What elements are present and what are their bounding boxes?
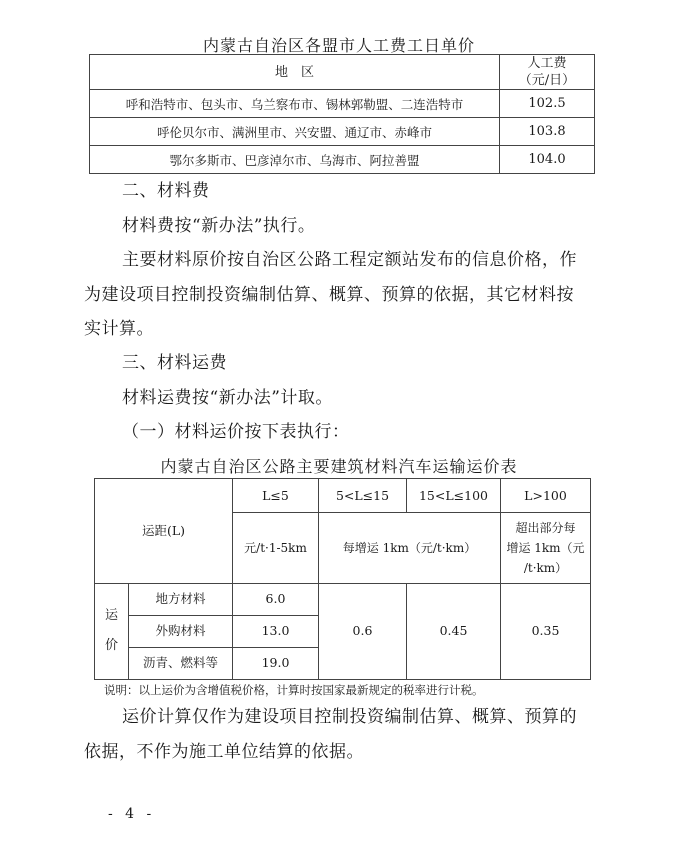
- section3-heading: 三、材料运费: [122, 353, 227, 373]
- table-row: [90, 90, 595, 118]
- freight-rate-table: [94, 478, 591, 680]
- table1-region-cell: 呼和浩特市、包头市、乌兰察布市、锡林郭勒盟、二连浩特市: [90, 90, 500, 118]
- table1-rate-cell: 102.5: [500, 90, 595, 118]
- section2-para2-line3: 实计算。: [84, 319, 154, 339]
- table2-col-header: L≤5: [233, 479, 319, 513]
- section2-para2-line1: 主要材料原价按自治区公路工程定额站发布的信息价格，作: [122, 250, 577, 270]
- table-row: [95, 583, 591, 615]
- table2-unit-increment: 每增运 1km（元/t·km）: [319, 513, 501, 583]
- table1-header-row: [90, 55, 595, 90]
- table2-material-name: 外购材料: [129, 615, 233, 647]
- table-row: [90, 118, 595, 146]
- table2-distance-label: 运距(L): [95, 479, 233, 584]
- table2-material-base: 13.0: [233, 615, 319, 647]
- table2-material-base: 6.0: [233, 583, 319, 615]
- table1-header-rate-line1: 人工费: [527, 56, 567, 71]
- table1-rate-cell: 103.8: [500, 118, 595, 146]
- closing-line1: 运价计算仅作为建设项目控制投资编制估算、概算、预算的: [122, 707, 577, 727]
- table-row: [90, 146, 595, 174]
- table2-material-name: 地方材料: [129, 583, 233, 615]
- table1-header-rate-line2: （元/日）: [518, 73, 576, 88]
- closing-line2: 依据，不作为施工单位结算的依据。: [84, 742, 364, 762]
- labor-cost-table: [89, 54, 595, 174]
- table2-note: 说明：以上运价为含增值税价格，计算时按国家最新规定的税率进行计税。: [104, 683, 484, 697]
- table2-title: 内蒙古自治区公路主要建筑材料汽车运输运价表: [160, 457, 518, 476]
- table2-rate-5-15: 0.6: [319, 583, 407, 680]
- table2-material-base: 19.0: [233, 647, 319, 679]
- table2-col-header: 15<L≤100: [407, 479, 501, 513]
- table2-col-header: 5<L≤15: [319, 479, 407, 513]
- table2-unit-base: 元/t·1-5km: [233, 513, 319, 583]
- table2-unit-excess: [501, 513, 591, 583]
- table1-header-rate: [500, 55, 595, 90]
- table1-header-region: 地 区: [90, 55, 500, 90]
- table2-freight-label-top: 运: [104, 608, 118, 624]
- section2-heading: 二、材料费: [122, 181, 210, 201]
- table2-col-header: L>100: [501, 479, 591, 513]
- section3-sub1: （一）材料运价按下表执行：: [122, 422, 350, 442]
- table2-header-row: [95, 479, 591, 513]
- table2-unit-excess-line3: /t·km）: [523, 560, 568, 575]
- section3-para1: 材料运费按“新办法”计取。: [122, 388, 333, 408]
- table2-freight-label: [95, 583, 129, 680]
- table2-rate-15-100: 0.45: [407, 583, 501, 680]
- page-number: - 4 -: [108, 806, 156, 822]
- table1-rate-cell: 104.0: [500, 146, 595, 174]
- section2-para2-line2: 为建设项目控制投资编制估算、概算、预算的依据，其它材料按: [84, 285, 574, 305]
- table1-region-cell: 鄂尔多斯市、巴彦淖尔市、乌海市、阿拉善盟: [90, 146, 500, 174]
- section2-para1: 材料费按“新办法”执行。: [122, 216, 316, 236]
- table2-unit-excess-line1: 超出部分每: [515, 520, 576, 535]
- table2-freight-label-bottom: 价: [104, 638, 118, 654]
- table2-rate-over-100: 0.35: [501, 583, 591, 680]
- table2-material-name: 沥青、燃料等: [129, 647, 233, 679]
- table2-unit-excess-line2: 增运 1km（元: [506, 540, 585, 555]
- table1-title: 内蒙古自治区各盟市人工费工日单价: [202, 36, 475, 55]
- table1-region-cell: 呼伦贝尔市、满洲里市、兴安盟、通辽市、赤峰市: [90, 118, 500, 146]
